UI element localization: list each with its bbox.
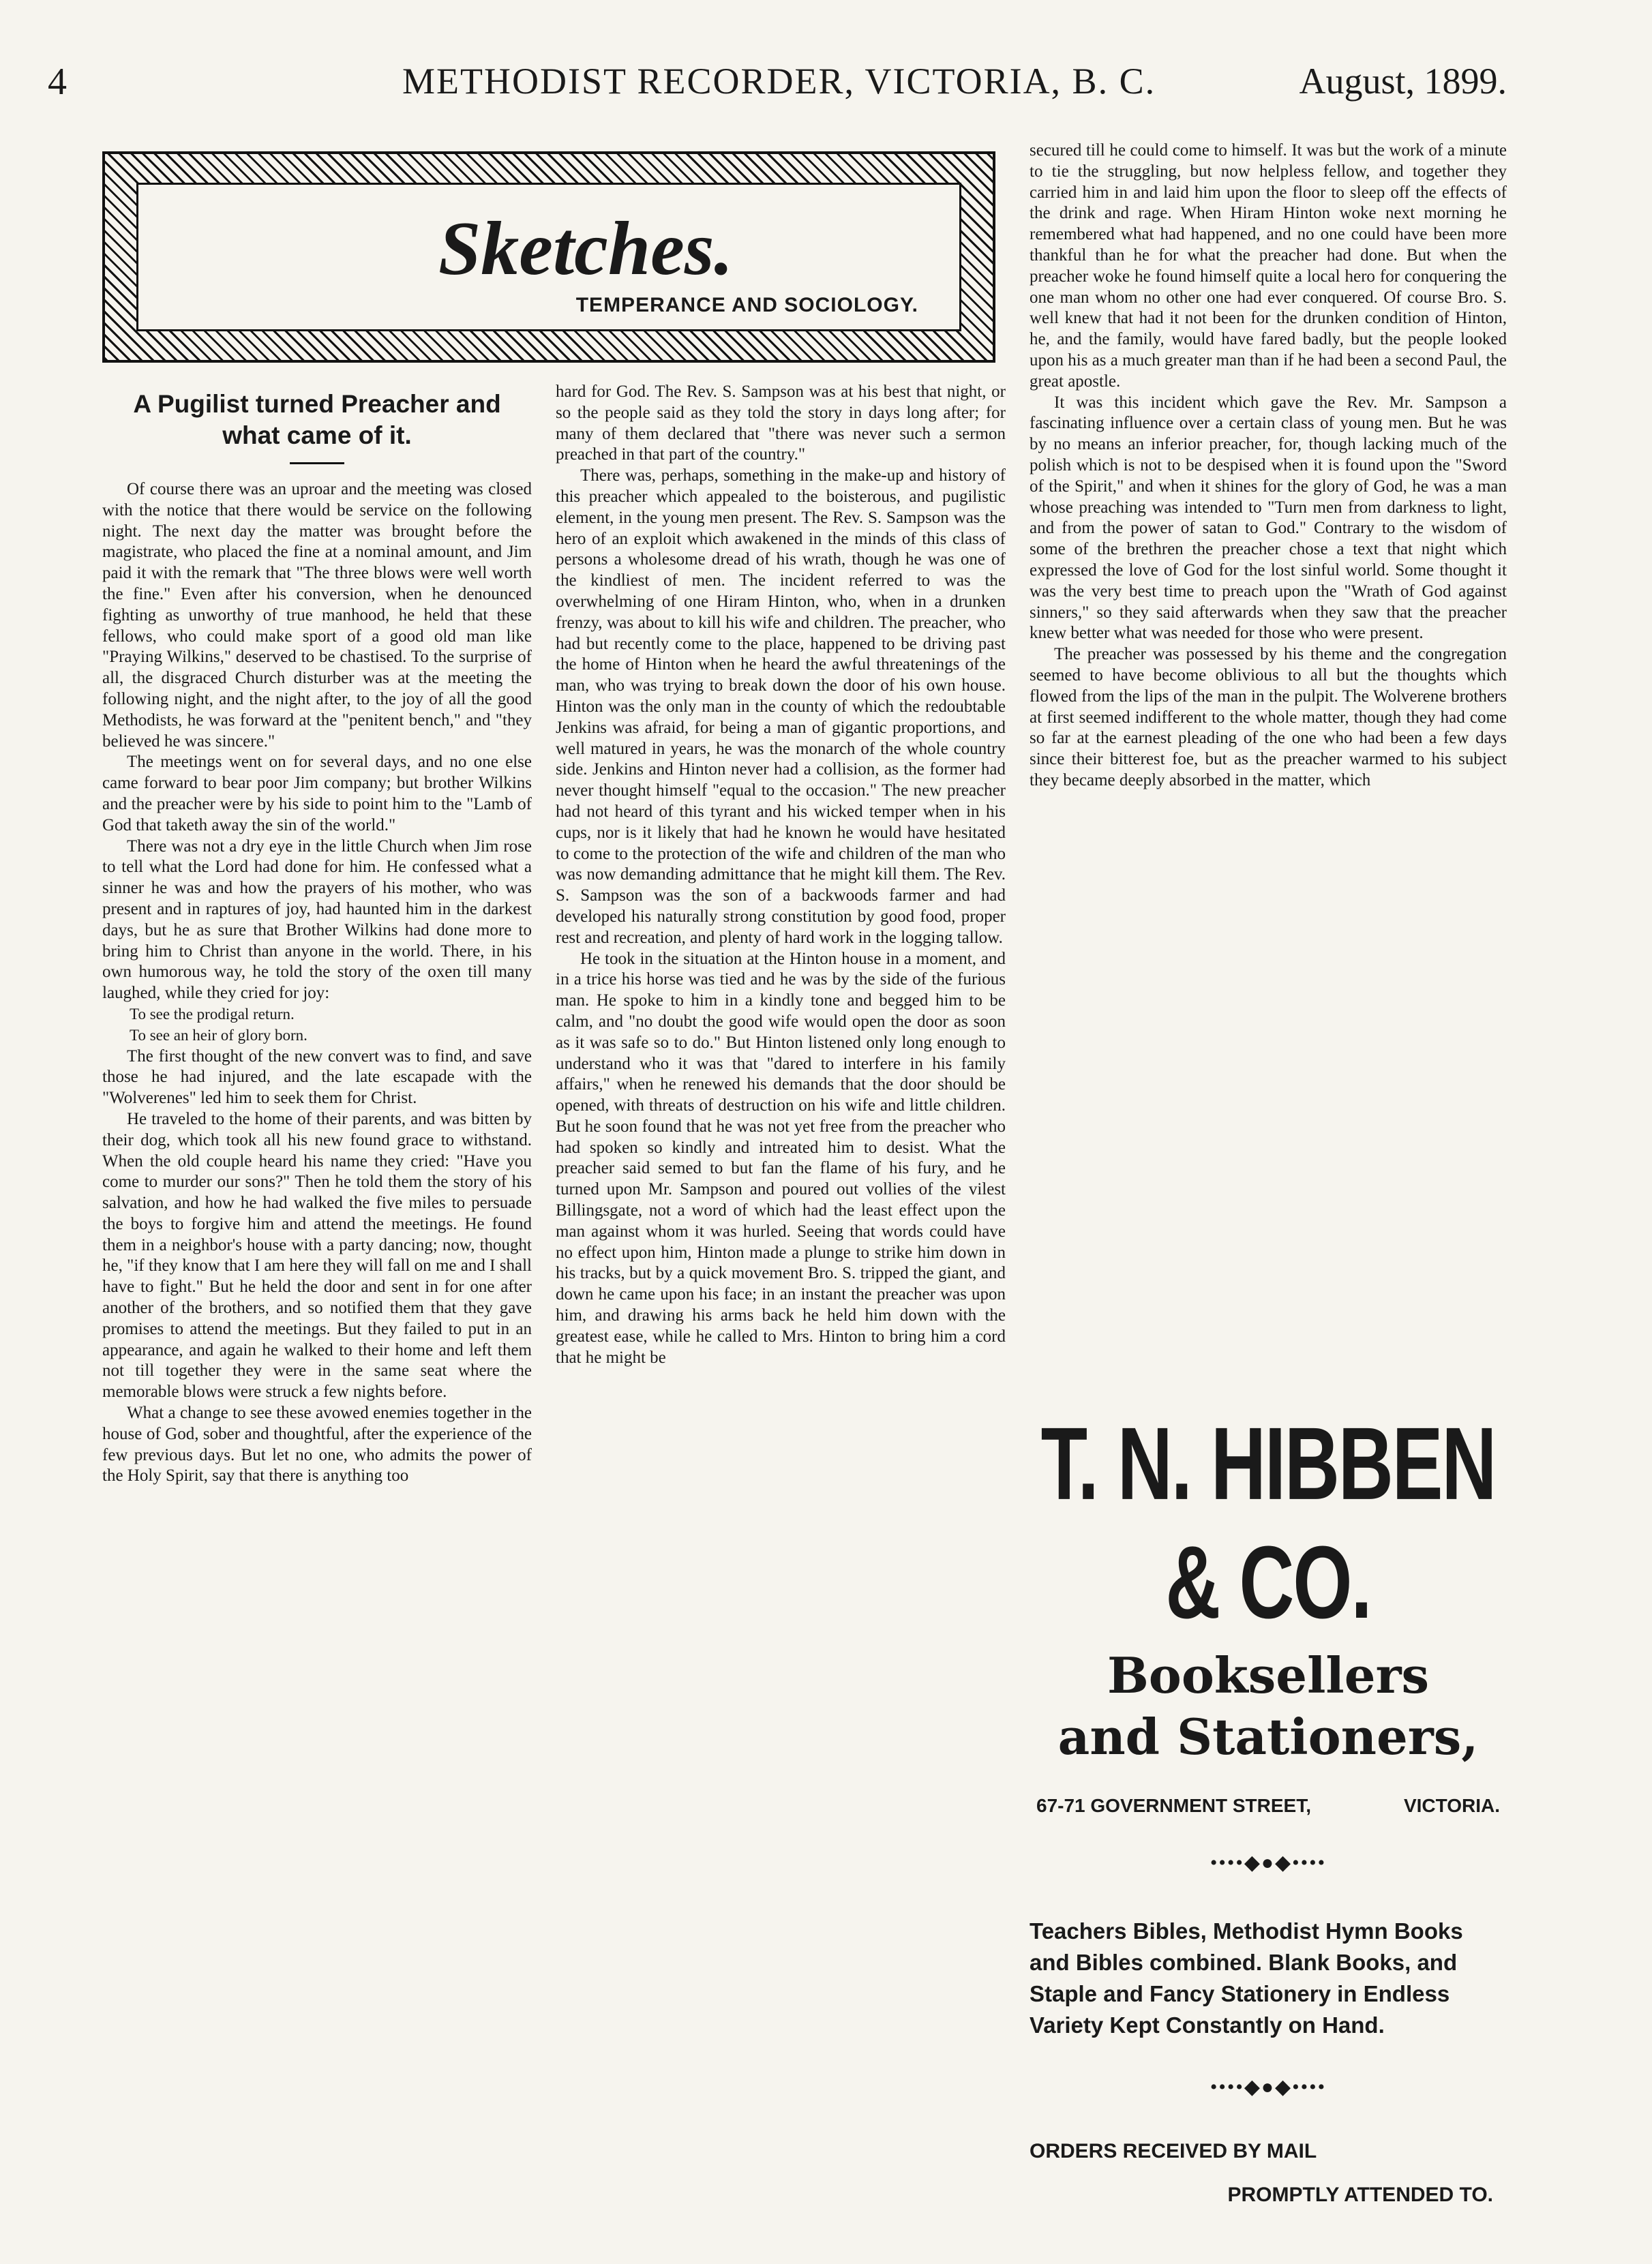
- article-column-1: [102, 382, 532, 1487]
- ad-firm-name: T. N. HIBBEN & CO.: [1040, 1406, 1496, 1640]
- article-paragraph: Of course there was an uproar and the meeting was closed with the notice that there would be service on the following night. The next day the matter was brought before the magistrate, who placed the fine at a nominal amount, and Jim paid it with the remark that "The three blows were well worth the fine." Even after his conversion, when he denounced fighting as unworthy of true manhood, he held that these fellows, who could make sport of a good old man like "Praying Wilkins," deserved to be chastised. To the surprise of all, the disgraced Church disturber was at the meeting the following night, and the night after, to the joy of all the good Methodists, he was forward at the "penitent bench," and "they believed he was sincere.": [102, 480, 532, 751]
- ad-address: [1030, 1795, 1507, 1817]
- bookseller-advertisement: [1030, 1408, 1507, 2207]
- article-paragraph: He traveled to the home of their parents, and was bitten by their dog, which took all his new found grace to withstand. When the old couple heard his name they cried: "Have you come to murder our sons?" Then he told them the story of his salvation, and how he had walked the five miles to persuade the boys to forgive him and attend the meetings. He found them in a neighbor's house with a party dancing; now, thought he, "if they know that I am here they will fall on me and I shall have to fight." But he held the door and sent in for one after another of the brothers, and so notified them that they gave promises to attend the meetings. But they failed to put in an appearance, and again he walked to their home and left them not till together they were in the same seat where the memorable blows were struck a few nights before.: [102, 1109, 532, 1402]
- ad-city: VICTORIA.: [1403, 1795, 1500, 1816]
- verse-line: To see the prodigal return.: [130, 1005, 295, 1023]
- section-banner-inner: [136, 183, 961, 331]
- page-number: 4: [48, 61, 67, 103]
- ad-heading-line: and Stationers,: [1057, 1708, 1479, 1766]
- masthead: METHODIST RECORDER, VICTORIA, B. C.: [402, 61, 1156, 102]
- title-rule: [290, 462, 344, 464]
- ad-orders-line: PROMPTLY ATTENDED TO.: [1227, 2184, 1493, 2206]
- article-column-3: [1030, 140, 1507, 791]
- section-subtitle: TEMPERANCE AND SOCIOLOGY.: [575, 294, 918, 316]
- article-paragraph: There was not a dry eye in the little Church when Jim rose to tell what the Lord had done for him. He confessed what a sinner he was and how the prayers of his mother, who was present and in raptures of joy, had haunted him in the darkest days, but he as sure that Brother Wilkins had done more to bring him to Christ than anyone in the world. There, in his own humorous way, he told the story of the oxen till many laughed, while they cried for joy:: [102, 836, 532, 1003]
- page-header: [48, 60, 1507, 108]
- article-paragraph: secured till he could come to himself. It was but the work of a minute to tie the struggling, but now helpless fellow, and together they carried him in and laid him upon the floor to sleep off the effects of the drink and rage. When Hiram Hinton woke next morning he remembered what had happened, and no one could have been more thankful than he for what the preacher had done. But when the preacher woke he found himself quite a local hero for conquering the one man whom no other one had ever conquered. Of course Bro. S. well knew that had it not been for the drunken condition of Hinton, he, and the family, would have fared badly, but the people looked upon his as a much greater man than if he had been a second Paul, the great apostle.: [1030, 141, 1507, 391]
- ad-ornament: ••••◆●◆••••: [1210, 1852, 1327, 1874]
- article-paragraph: There was, perhaps, something in the make-up and history of this preacher which appealed to the boisterous, and pugilistic element, in the young men present. The Rev. S. Sampson was the hero of an exploit which awakened in the minds of this class of persons a wholesome dread of his wrath, though he was one of the kindliest of men. The incident referred to was the overwhelming of one Hiram Hinton, who, when in a drunken frenzy, was about to kill his wife and children. The preacher, who had but recently come to the place, happened to be driving past the home of Hinton when he heard the awful threatenings of the man, who was trying to break down the door of his own house. Hinton was the only man in the county of which the redoubtable Jenkins was afraid, for being a man of gigantic proportions, and well matured in years, he was the monarch of the whole country side. Jenkins and Hinton never had a collision, as the former had never thought himself "equal to the occasion." The new preacher had not heard of this tyrant and his wicked temper when in his cups, nor is it likely that had he known he would have hesitated to come to the protection of the wife and children of the man who was now demanding admittance that he might kill them. The Rev. S. Sampson was the son of a backwoods farmer and had developed his naturally strong constitution by good food, proper rest and recreation, and plenty of hard work in the logging tallow.: [556, 466, 1006, 947]
- ad-ornament: ••••◆●◆••••: [1210, 2076, 1327, 2098]
- article-paragraph: The first thought of the new convert was to find, and save those he had injured, and the late escapade with the "Wolverenes" led him to seek them for Christ.: [102, 1046, 532, 1108]
- ad-street: 67-71 GOVERNMENT STREET,: [1036, 1795, 1311, 1816]
- article-paragraph: hard for God. The Rev. S. Sampson was at his best that night, or so the people said as they told the story in days long after; for many of them declared that "there was never such a sermon preached in that part of the country.": [556, 382, 1006, 464]
- article-paragraph: It was this incident which gave the Rev. Mr. Sampson a fascinating influence over a certain class of young men. But he was by no means an inferior preacher, for, though lacking much of the polish which is not to be despised when it is found upon the "Sword of the Spirit," and when it shines for the glory of God, he was a man whose preaching was intended to "Turn men from darkness to light, and from the power of satan to God." Contrary to the wisdom of some of the brethren the preacher chose a text that night which expressed the love of God for the lost sinful world. Some thought it was the very best time to preach upon the "Wrath of God against sinners," so they said afterwards when they saw that the preacher knew better what was needed for those who were present.: [1030, 393, 1507, 643]
- ad-heading-line: Booksellers: [1107, 1646, 1430, 1704]
- article-paragraph: The meetings went on for several days, and no one else came forward to bear poor Jim company; but brother Wilkins and the preacher were by his side to point him to the "Lamb of God that taketh away the sin of the world.": [102, 753, 532, 834]
- verse-line: To see an heir of glory born.: [130, 1026, 307, 1044]
- section-banner: [102, 151, 995, 363]
- article-paragraph: The preacher was possessed by his theme and the congregation seemed to have become oblivious to all but the thoughts which flowed from the lips of the man in the pulpit. The Wolverene brothers at first seemed indifferent to the whole matter, though they had come so far at the earnest pleading of the one who had been a few days since their bitterest foe, but as the preacher warmed to his subject they became deeply absorbed in the matter, which: [1030, 645, 1507, 789]
- ad-orders-line: ORDERS RECEIVED BY MAIL: [1030, 2140, 1317, 2162]
- section-title: Sketches.: [438, 207, 734, 291]
- article-column-2: [556, 382, 1006, 1368]
- article-paragraph: He took in the situation at the Hinton house in a moment, and in a trice his horse was tied and he was by the side of the furious man. He spoke to him in a kindly tone and begged him to be calm, and "no doubt the good wife would open the door as soon as it was safe so to do." But Hinton listened only long enough to understand who it was that "dared to interfere in his family affairs," when he renewed his demands that the door should be opened, with threats of destruction on his wife and little children. But he soon found that he was not yet free from the preacher who had spoken so kindly and intreated him to desist. What the preacher said semed to but fan the flame of his fury, and he turned upon Mr. Sampson and poured out vollies of the vilest Billingsgate, not a word of which had the least effect upon the man against whom it was hurled. Seeing that words could have no effect upon him, Hinton made a plunge to strike him down in his tracks, but by a quick movement Bro. S. tripped the giant, and down he came upon his face; in an instant the preacher was upon him, and drawing his arms back he held him down with the greatest ease, while he called to Mrs. Hinton to bring him a cord that he might be: [556, 949, 1006, 1367]
- ad-description: Teachers Bibles, Methodist Hymn Books and Bibles combined. Blank Books, and Staple and Fancy Stationery in Endless Variety Kept Constantly on Hand.: [1030, 1918, 1463, 2038]
- issue-date: August, 1899.: [1299, 61, 1507, 102]
- article-title: A Pugilist turned Preacher and what came of it.: [133, 390, 501, 449]
- article-paragraph: What a change to see these avowed enemies together in the house of God, sober and thoughtful, after the experience of the few previous days. But let no one, who admits the power of the Holy Spirit, say that there is anything too: [102, 1404, 532, 1485]
